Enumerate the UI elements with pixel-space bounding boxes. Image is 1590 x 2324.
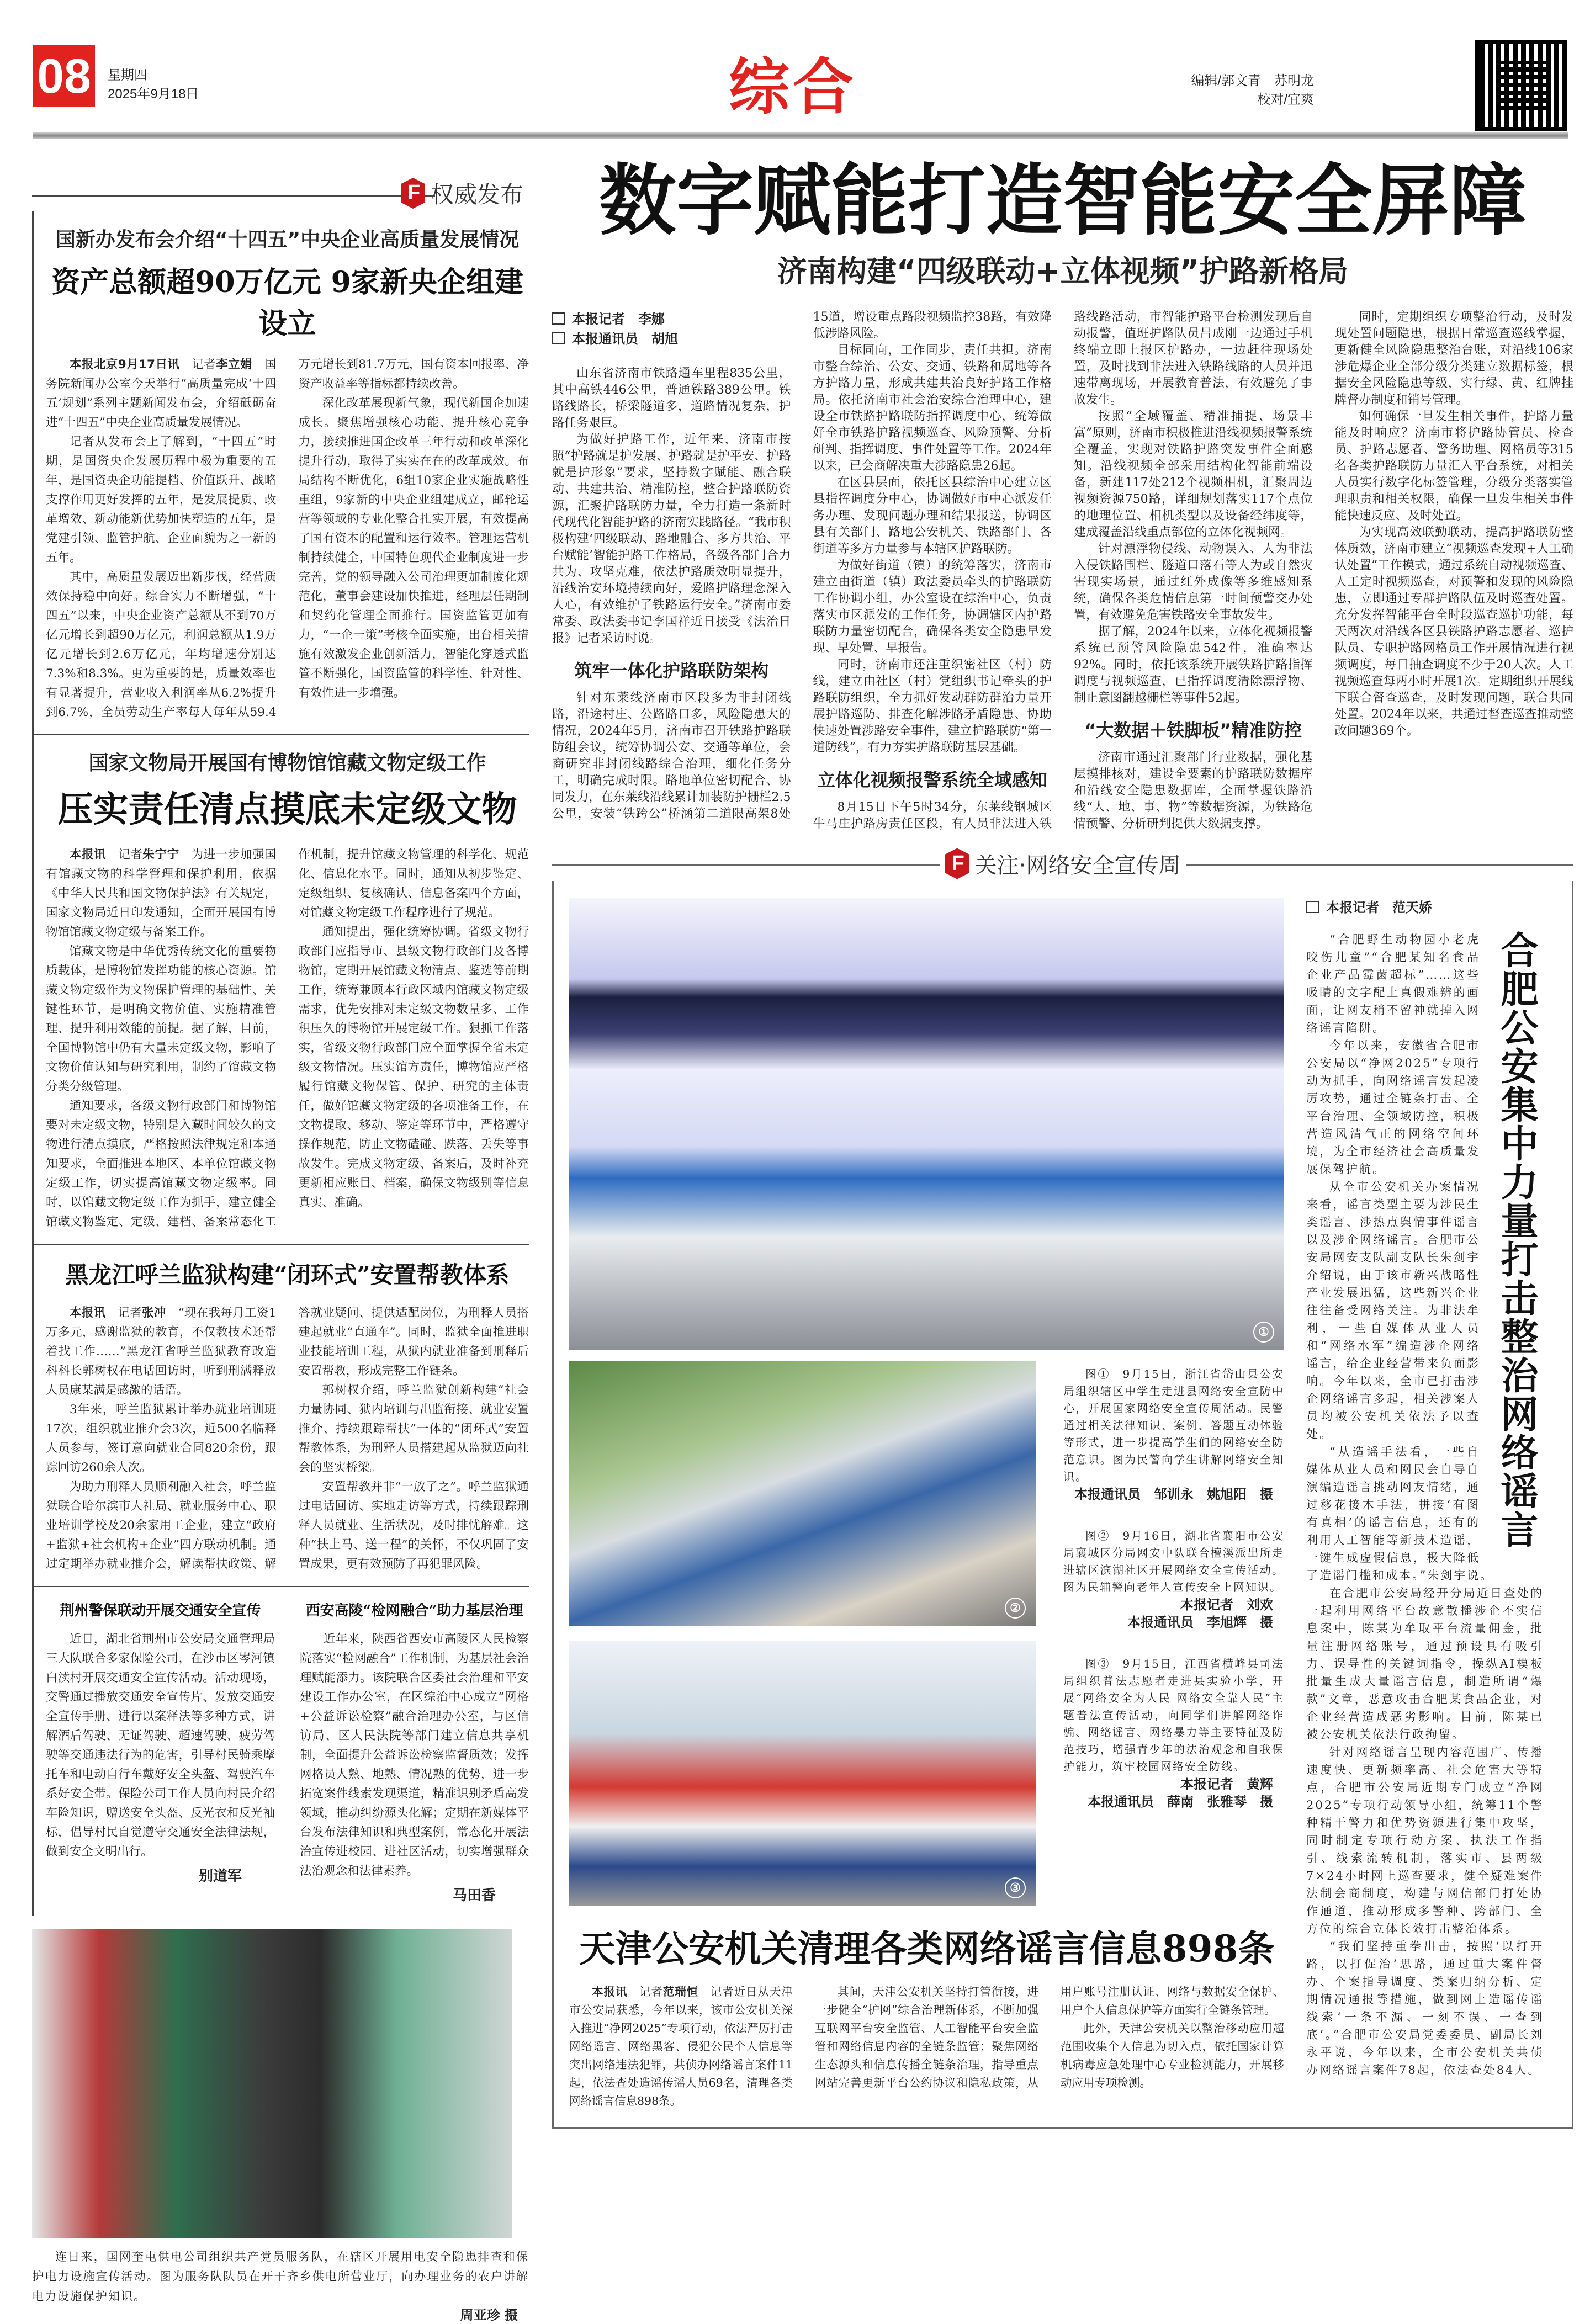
photo-column [569, 1361, 1036, 1906]
article-headline: 压实责任清点摸底未定级文物 [57, 789, 517, 830]
article-headline: 天津公安机关清理各类网络谣言信息898条 [579, 1927, 1275, 1970]
left-column-frame [32, 211, 529, 1916]
paragraph: 同时，济南市还注重织密社区（村）防线，建立由社区（村）党组织书记牵头的护路联防组织，全力抓好发动群防群治力量开展护路巡防、排查化解涉路矛盾隐患、协助快速处置涉路安全事件，建立护路联防“第一道防线”，有力夯实护路联防基层基础。 [813, 658, 1052, 755]
article-relics [46, 747, 529, 1232]
paragraph: 为做好街道（镇）的统筹落实，济南市建立由街道（镇）政法委员牵头的护路联防工作协调小组，办公室设在综治中心，负责落实市区派发的工作任务，协调辖区内护路联防力量密切配合，确保各类安全隐患早发现、早处置、早报告。 [813, 559, 1052, 655]
paragraph: 为实现高效联勤联动，提高护路联防整体质效，济南市建立“视频巡查发现+人工确认处置”工作模式，通过系统自动视频巡查、人工定时视频巡查，对预警和发现的风险隐患，立即通过专群护路队伍及时巡查处置。充分发挥智能平台全时段巡查巡护功能，每天两次对沿线各区县铁路护路志愿者、巡护队员、专职护路网格员工作开展情况进行视频调度，每日抽查调度不少于20人次。人工视频巡查每两小时开展1次。定期组织开展线下联合督查巡查，及时发现问题，联合共同处置。2024年以来，共通过督查巡查推动整改问题369个。 [1334, 526, 1573, 738]
article-body [300, 1630, 529, 1881]
article-subtitle: 国家文物局开展国有博物馆馆藏文物定级工作 [88, 752, 486, 774]
newspaper-logo [1322, 44, 1471, 127]
editor-credits [1176, 72, 1314, 109]
paragraph: 据了解，2024年以来，立体化视频报警系统已预警风险隐患542件，准确率达92%。同时，依托该系统开展铁路护路指挥调度与视频巡查，已指挥调度清除漂浮物、制止意图翻越栅栏等事件52起。 [1074, 625, 1313, 705]
divider [34, 1244, 529, 1245]
photo-2 [569, 1361, 1036, 1626]
right-column [552, 157, 1573, 2129]
article-body [46, 355, 529, 722]
paragraph: 馆藏文物是中华优秀传统文化的重要物质载体，是博物馆发挥功能的核心资源。馆藏文物定级作为文物保护管理的基础性、关键性环节，是明确文物价值、实施精准管理、提升利用效能的前提。据了解，目前，全国博物馆中仍有大量未定级文物，影响了文物价值认知与研究利用，制约了馆藏文物分类分级管理。 [46, 945, 277, 1094]
photo-caption-2: 图② 9月16日，湖北省襄阳市公安局襄城区分局网安中队联合檀溪派出所走进辖区滨湖社区开展网络安全宣传活动。图为民辅警向老年人宣传安全上网知识。 本报记者 刘欢 本报通讯员 李旭辉 摄 [1063, 1529, 1284, 1630]
paragraph: 通知提出，强化统筹协调。省级文物行政部门应指导市、县级文物行政部门及各博物馆，定期开展馆藏文物清点、鉴选等前期工作，统筹兼顾本行政区域内馆藏文物定级需求，优先安排对未定级文物数量多、工作积压久的博物馆开展定级工作。狠抓工作落实，省级文物行政部门应全面掌握全省未定级文物情况。压实馆方责任，博物馆应严格履行馆藏文物保管、保护、研究的主体责任，做好馆藏文物定级的各项准备工作，在文物提取、移动、鉴定等环节中，严格遵守操作规范，防止文物磕碰、跌落、丢失等事故发生。完成文物定级、备案后，及时补充更新相应账目、档案，确保文物级别等信息真实、准确。 [298, 925, 529, 1209]
byline: 本报记者 李娜 [552, 311, 665, 327]
paragraph: 在区县层面，依托区县综治中心建立区县指挥调度分中心，协调做好市中心派发任务办理、发现问题办理和结果报送，协调区县有关部门、路地公安机关、铁路部门、各街道等多方力量参与本辖区护路联防。 [813, 476, 1052, 556]
brand-f-icon [401, 178, 425, 209]
article-hefei [1306, 898, 1544, 2110]
paragraph: 此外，天津公安机关以整治移动应用超范围收集个人信息为切入点，依托国家计算机病毒应急处理中心专业检测能力，开展移动应用专项检测。 [1061, 2021, 1284, 2089]
article-assets [46, 224, 529, 722]
article-subtitle: 国新办发布会介绍“十四五”中央企业高质量发展情况 [55, 229, 520, 251]
paragraph: 山东省济南市铁路通车里程835公里，其中高铁446公里，普通铁路389公里。铁路线路长，桥梁隧道多，道路情况复杂，护路任务艰巨。 [552, 367, 791, 430]
issue-date [108, 66, 199, 104]
article-lead: 本报北京9月17日讯 记者李立娟 国务院新闻办公室今天举行“高质量完成‘十四五’规划”系列主题新闻发布会，介绍砥砺奋进“十四五”中央企业高质量发展情况。 [46, 358, 277, 429]
article-author: 别道军 [198, 1868, 242, 1885]
section-heading: 立体化视频报警系统全域感知 [817, 770, 1047, 790]
caption-column [1063, 1361, 1284, 1906]
paragraph: “合肥野生动物园小老虎咬伤儿童”“合肥某知名食品企业产品霉菌超标”……这些吸睛的文字配上真假难辨的画面，让网友稍不留神就掉入网络谣言陷阱。 [1306, 933, 1480, 1034]
paragraph: “从造谣手法看，一些自媒体从业人员和网民会自导自演编造谣言挑动网友情绪，通过移花接木手法，拼接‘有图有真相’的谣言信息，还有的利用人工智能等新技术造谣，一键生成虚假信息，极大降低了造谣门槛和成本。”朱剑宇说。 [1306, 1445, 1494, 1582]
focus-section-frame [552, 881, 1573, 2129]
paragraph: 8月15日下午5时34分，东莱线钢城区牛马庄护路房责任区段，有人员非法进入铁路线路活动，市智能护路平台检测发现后自动报警，值班护路队员吕成刚一边通过手机终端立即上报区护路办，一边赶往现场处置，及时找到非法进入铁路线路的人员并迅速带离现场，开展教育普法，有效避免了事故发生。 [813, 310, 1313, 831]
section-heading: “大数据＋铁脚板”精准防控 [1084, 720, 1302, 741]
paragraph: 近年来，陕西省西安市高陵区人民检察院落实“检网融合”工作机制，为基层社会治理赋能添力。该院联合区委社会治理和平安建设工作办公室，在区综治中心成立“网格+公益诉讼检察”融合治理办公室，与区信访局、区人民法院等部门建立信息共享机制，全面提升公益诉讼检察监督质效；发挥网格员人熟、地熟、情况熟的优势，进一步拓宽案件线索发现渠道，精准识别矛盾高发领域，推动纠纷源头化解；定期在新媒体平台发布法律知识和典型案例，常态化开展法治宣传进校园、进社区活动，切实增强群众法治观念和法律素养。 [300, 1632, 529, 1878]
masthead-divider [33, 132, 1568, 139]
weekday: 星期四 [108, 68, 147, 83]
photo-power-service [32, 1929, 512, 2238]
photo-credit: 周亚珍 摄 [460, 2307, 518, 2323]
qr-code-icon[interactable] [1480, 44, 1562, 127]
paragraph: 针对东莱线济南市区段多为非封闭线路，沿途村庄、公路路口多，风险隐患大的情况，2024年5月，济南市召开铁路护路联防组会议，统筹协调公安、交通等单位，会商研究非封闭线路综合治理，细化任务分工，明确完成时限。路地单位密切配合、协同发力，在东莱线沿线累计加装防护栅栏2.5公里，安装“铁跨公”桥涵第二道限高架8处15道，增设重点路段视频监控38路，有效降低涉路风险。 [552, 310, 1052, 821]
date: 2025年9月18日 [108, 87, 199, 102]
article-hulan-prison [46, 1257, 529, 1574]
article-body [46, 845, 529, 1232]
article-headline: 合肥公安集中力量打击整治网络谣言 [1494, 931, 1539, 1549]
paragraph: 在合肥市公安局经开分局近日查处的一起利用网络平台故意散播涉企不实信息案中，陈某为牟取平台流量佣金，批量注册网络账号，通过预设具有吸引力、误导性的关键词指令，操纵AI模板批量生成大量谣言信息，制造所谓“爆款”文章，恶意攻击合肥某食品企业，对企业经营造成恶劣影响。目前，陈某已被公安机关依法行政拘留。 [1306, 1587, 1544, 1741]
paragraph: 为助力刑释人员顺利融入社会，呼兰监狱联合哈尔滨市人社局、就业服务中心、职业培训学校及20余家用工企业，建立“政府+监狱+社会机构+企业”四方联动机制。通过定期举办就业推介会，解读帮扶政策、解答就业疑问、提供适配岗位，为刑释人员搭建起就业“直通车”。同时，监狱全面推进职业技能培训工程，从狱内就业准备到刑释后安置帮教，形成完整工作链条。 [46, 1306, 529, 1571]
article-tianjin [569, 1919, 1284, 2110]
photo-3 [569, 1641, 1036, 1906]
article-body [569, 1983, 1284, 2110]
article-headline: 西安高陵“检网融合”助力基层治理 [305, 1603, 523, 1619]
main-headline: 数字赋能打造智能安全屏障 [598, 156, 1527, 246]
photo-caption-1: 图① 9月15日，浙江省岱山县公安局组织辖区中学生走进县网络安全宣防中心，开展国家网络安全宣传周活动。民警通过相关法律知识、案例、答题互动体验等形式，进一步提高学生们的网络安全防范意识。图为民警向学生讲解网络安全知识。 本报通讯员 邹训永 姚旭阳 摄 [1063, 1367, 1284, 1502]
paragraph: 按照“全域覆盖、精准捕捉、场景丰富”原则，济南市积极推进沿线视频报警系统全覆盖，实现对铁路护路突发事件全面感知。沿线视频全部采用结构化智能前端设备，新建117处212个视频相机，汇聚周边视频资源750路，详细规划落实117个点位的地理位置、相机类型以及设备经纬度等，建成覆盖沿线重点部位的立体化视频网。 [1074, 410, 1313, 539]
article-jingzhou [46, 1599, 275, 1904]
paragraph: 深化改革展现新气象，现代新国企加速成长。聚焦增强核心功能、提升核心竞争力，接续推进国企改革三年行动和改革深化提升行动，取得了实实在在的改革成效。布局结构不断优化，6组10家企业实施战略性重组，9家新的中央企业组建成立，邮轮运营等领域的专业化整合扎实开展，有效提高了国有资本的配置和运行效率。管理运营机制持续健全，中国特色现代企业制度进一步完善，党的领导融入公司治理更加制度化规范化，董事会建设加快推进，经理层任期制和契约化管理全面推行。国资监管更加有力，“一企一策”考核全面实施，出台相关措施有效激发企业创新活力，智能化穿透式监管不断强化，国资监管的科学性、针对性、有效性进一步增强。 [298, 396, 529, 700]
left-column [32, 176, 529, 2324]
photo-number: ① [1253, 1322, 1274, 1343]
photo-grid [569, 1361, 1284, 1906]
photo-caption-3: 图③ 9月15日，江西省横峰县司法局组织普法志愿者走进县实验小学，开展“网络安全为人民 网络安全靠人民”主题普法宣传活动，向同学们讲解网络诈骗、网络谣言、网络暴力等主要特征及防范技巧，增强青少年的法治观念和自我保护能力，筑牢校园网络安全防线。 本报记者 黄辉 本报通讯员 薛南 张雅琴 摄 [1063, 1657, 1284, 1810]
brand-f-icon [945, 848, 969, 879]
photo-caption-block [32, 2247, 529, 2324]
article-bylines [552, 309, 791, 349]
article-headline: 资产总额超90万亿元 9家新央企组建设立 [51, 266, 523, 341]
paragraph: 如何确保一旦发生相关事件，护路力量能及时响应？济南市将护路协管员、检查员、护路志愿者、警务助理、网格员等315名各类护路联防力量汇入平台系统，对相关人员实行数字化标签管理，分级分类落实管理职责和相关权限，确保一旦发生相关事件能快速反应、及时处置。 [1334, 410, 1573, 523]
paragraph: 其间，天津公安机关坚持打管衔接，进一步健全“护网”综合治理新体系，不断加强互联网平台安全监管、人工智能平台安全监管和网络信息内容的全链条监管；聚焦网络生态源头和信息传播全链条治理，指导重点网站完善更新平台公约协议和隐私政策，从用户账号注册认证、网络与数据安全保护、用户个人信息保护等方面实行全链条管理。 [815, 1985, 1284, 2089]
page-number: 08 [33, 45, 95, 107]
byline: 本报通讯员 胡旭 [552, 331, 678, 347]
paragraph: 针对网络谣言呈现内容范围广、传播速度快、更新频率高、社会危害大等特点，合肥市公安局近期专门成立“净网2025”专项行动领导小组，统筹11个警种精干警力和优势资源进行集中攻坚，同时制定专项行动方案、执法工作指引、线索流转机制，落实市、县两级7×24小时网上巡查要求，健全疑难案件法制会商制度，构建与网信部门打处协作通道，推动形成多警种、跨部门、全方位的综合立体长效打击整治体系。 [1306, 1745, 1544, 1935]
paragraph: 为做好护路工作，近年来，济南市按照“护路就是护发展、护路就是护平安、护路就是护形象”要求，坚持数字赋能、融合联动、共建共治、精准防控，整合护路联防资源，汇聚护路联防力量，全力打造一条新时代现代化智能护路的济南实践路径。“我市积极构建‘四级联动、路地融合、多方共治、平台赋能’智能护路工作格局，各级各部门合力共为、攻坚克难，依法护路质效明显提升，沿线治安环境持续向好，爱路护路理念深入人心，有效维护了铁路运行安全。”济南市委常委、政法委书记李国祥近日接受《法治日报》记者采访时说。 [552, 433, 791, 645]
paragraph: 从全市公安机关办案情况来看，谣言类型主要为涉民生类谣言、涉热点舆情事件谣言以及涉企网络谣言。合肥市公安局网安支队副支队长朱剑宇介绍说，由于该市新兴战略性产业发展迅猛，这些新兴企业往往备受网络关注。为非法牟利，一些自媒体从业人员和“网络水军”编造涉企网络谣言，给企业经营带来负面影响。今年以来，全市已打击涉企网络谣言多起，相关涉案人员均被公安机关依法予以查处。 [1306, 1180, 1480, 1441]
short-articles-row [46, 1599, 529, 1904]
paragraph: 针对漂浮物侵线、动物误入、人为非法入侵铁路围栏、隧道口落石等人为或自然灾害现实场景，通过红外成像等多维感知系统，确保各类危情信息第一时间预警交办处置，有效避免危害铁路安全事故发生。 [1074, 542, 1313, 622]
paragraph: “我们坚持重拳出击，按照‘以打开路，以打促治’思路，通过重大案件督办、个案指导调度、类案归纳分析、定期情况通报等措施，做到网上造谣传谣线索‘一条不漏、一刻不误、一查到底’。”合肥市公安局党委委员、副局长刘永平说，今年以来，全市公安机关共侦办网络谣言案件78起，依法查处84人。 [1306, 1940, 1544, 2077]
section-tag-authoritative: F 权威发布 [395, 176, 529, 211]
photo-number: ② [1005, 1598, 1026, 1619]
divider [34, 734, 529, 735]
focus-photos-area [569, 898, 1284, 2110]
paragraph: 通知要求，各级文物行政部门和博物馆要对未定级文物，特别是入藏时间较久的文物进行清点摸底，严格按照法律规定和本通知要求，全面推进本地区、本单位馆藏文物定级工作，切实提高馆藏文物定级率。同时，以馆藏文物定级工作为抓手，建立健全馆藏文物鉴定、定级、建档、备案常态化工作机制，提升馆藏文物管理的科学化、规范化、信息化水平。同时，通知从初步鉴定、定级组织、复核确认、信息备案四个方面，对馆藏文物定级工作程序进行了规范。 [46, 848, 529, 1229]
focus-section-header [552, 848, 1573, 881]
photo-number: ③ [1005, 1877, 1026, 1898]
article-headline: 黑龙江呼兰监狱构建“闭环式”安置帮教体系 [65, 1261, 510, 1288]
divider [34, 1586, 529, 1587]
paragraph: 记者从发布会上了解到，“十四五”时期，是国资央企发展历程中极为重要的五年，是国资央企功能提档、价值跃升、战略支撑作用更好发挥的五年，是发展提质、改革增效、新动能新优势加快塑造的五年，是党建引领、监管护航、企业面貌为之一新的五年。 [46, 435, 277, 565]
proofreader: 校对/宜爽 [1257, 92, 1314, 107]
photo-caption: 连日来，国网奎屯供电公司组织共产党员服务队，在辖区开展用电安全隐患排查和保护电力设施宣传活动。图为服务队队员在开干齐乡供电所营业厅，向办理业务的农户讲解电力设施保护知识。 [32, 2250, 529, 2303]
article-author: 马田香 [452, 1887, 496, 1904]
editors: 编辑/郭文青 苏明龙 [1191, 73, 1314, 88]
paragraph: 济南市通过汇聚部门行业数据，强化基层摸排核对，建设全要素的护路联防数据库和沿线安全隐患数据库，全面掌握铁路沿线“人、地、事、物”等数据资源，为铁路危情预警、分析研判提供大数据支撑。 [1074, 751, 1313, 831]
article-lead: 本报讯 记者张冲 “现在我每月工资1万多元，感谢监狱的教育，不仅教技术还帮着找工作……”黑龙江省呼兰监狱教育改造科科长郭树权在电话回访时，听到刑满释放人员康某满是感激的话语。 [46, 1306, 277, 1397]
paragraph: 目标同向，工作同步，责任共担。济南市整合综治、公安、交通、铁路和属地等各方护路力量，形成共建共治良好护路工作格局。依托济南市社会治安综合治理中心，建设全市铁路护路联防指挥调度中心，统筹做好全市铁路护路视频巡查、风险预警、分析研判、指挥调度、事件处置等工作。2024年以来，已会商解决重大涉路隐患26起。 [813, 343, 1052, 473]
article-body [46, 1303, 529, 1574]
section-title: 综合 [729, 52, 857, 123]
article-lead: 本报讯 记者朱宁宁 为进一步加强国有馆藏文物的科学管理和保护利用，依据《中华人民共和国文物保护法》有关规定，国家文物局近日印发通知，全面开展国有博物馆馆藏文物定级与备案工作。 [46, 848, 277, 939]
paragraph: 其中，高质量发展迈出新步伐，经营质效保持稳中向好。综合实力不断增强，“十四五”以来，中央企业资产总额从不到70万亿元增长到超90万亿元，利润总额从1.9万亿元增长到2.6万亿元，年均增速分别达7.3%和8.3%。更为重要的是，质量效率也有显著提升，营业收入利润率从6.2%提升到6.7%，全员劳动生产率每人每年从59.4万元增长到81.7万元，国有资本回报率、净资产收益率等指标都持续改善。 [46, 358, 529, 719]
section-tag-network-security-week: F 关注·网络安全宣传周 [940, 848, 1186, 879]
left-tag-row [32, 176, 529, 211]
article-body [46, 1630, 275, 1861]
byline: 本报记者 范天娇 [1306, 900, 1432, 915]
paragraph: 3年来，呼兰监狱累计举办就业培训班17次，组织就业推介会3次，近500名临释人员参与，签订意向就业合同820余份，跟踪回访260余人次。 [46, 1403, 277, 1474]
paragraph: 郭树权介绍，呼兰监狱创新构建“社会力量协同、狱内培训与出监衔接、就业安置推介、持续跟踪帮扶”一体的“闭环式”安置帮教体系，为刑释人员搭建起从监狱迈向社会的坚实桥梁。 [298, 1383, 529, 1474]
article-lead: 本报讯 记者范瑞恒 记者近日从天津市公安局获悉，今年以来，该市公安机关深入推进“净网2025”专项行动，依法严厉打击网络谣言、网络黑客、侵犯公民个人信息等突出网络违法犯罪，共侦办网络谣言案件11起，依法查处造谣传谣人员69名，清理各类网络谣言信息898条。 [569, 1985, 793, 2108]
main-subtitle: 济南构建“四级联动+立体视频”护路新格局 [777, 254, 1349, 289]
section-heading: 筑牢一体化护路联防架构 [574, 660, 769, 681]
paragraph: 今年以来，安徽省合肥市公安局以“净网2025”专项行动为抓手，向网络谣言发起凌厉攻势，通过全链条打击、全平台治理、全领域防控，积极营造风清气正的网络空间环境，为全市经济社会高质量发展保驾护航。 [1306, 1039, 1480, 1176]
article-xian-gaoling [300, 1599, 529, 1904]
article-headline: 荆州警保联动开展交通安全宣传 [60, 1603, 261, 1619]
paragraph: 安置帮教并非“一放了之”。呼兰监狱通过电话回访、实地走访等方式，持续跟踪刑释人员就业、生活状况，及时排忧解难。这种“扶上马、送一程”的关怀，不仅巩固了安置成果，更有效预防了再犯罪风险。 [298, 1480, 529, 1571]
photo-1 [569, 898, 1284, 1350]
paragraph: 同时，定期组织专项整治行动，及时发现处置问题隐患，根据日常巡查巡线掌握，更新健全风险隐患整治台账，对沿线106家涉危爆企业全部分级分类建立数据标签，根据安全风险隐患等级，实行绿、黄、红牌挂牌督办制度和销号管理。 [1334, 310, 1573, 407]
main-article-body [552, 309, 1573, 832]
paragraph: 近日，湖北省荆州市公安局交通管理局三大队联合多家保险公司，在沙市区岑河镇白渎村开展交通安全宣传活动。活动现场，交警通过播放交通安全宣传片、发放交通安全宣传手册、进行以案释法等多种方式，讲解酒后驾驶、无证驾驶、超速驾驶、疲劳驾驶等交通违法行为的危害，引导村民骑乘摩托车和电动自行车戴好安全头盔、驾驶汽车系好安全带。保险公司工作人员向村民介绍车险知识，赠送安全头盔、反光衣和反光袖标，倡导村民自觉遵守交通安全法律法规，做到安全文明出行。 [46, 1632, 275, 1859]
